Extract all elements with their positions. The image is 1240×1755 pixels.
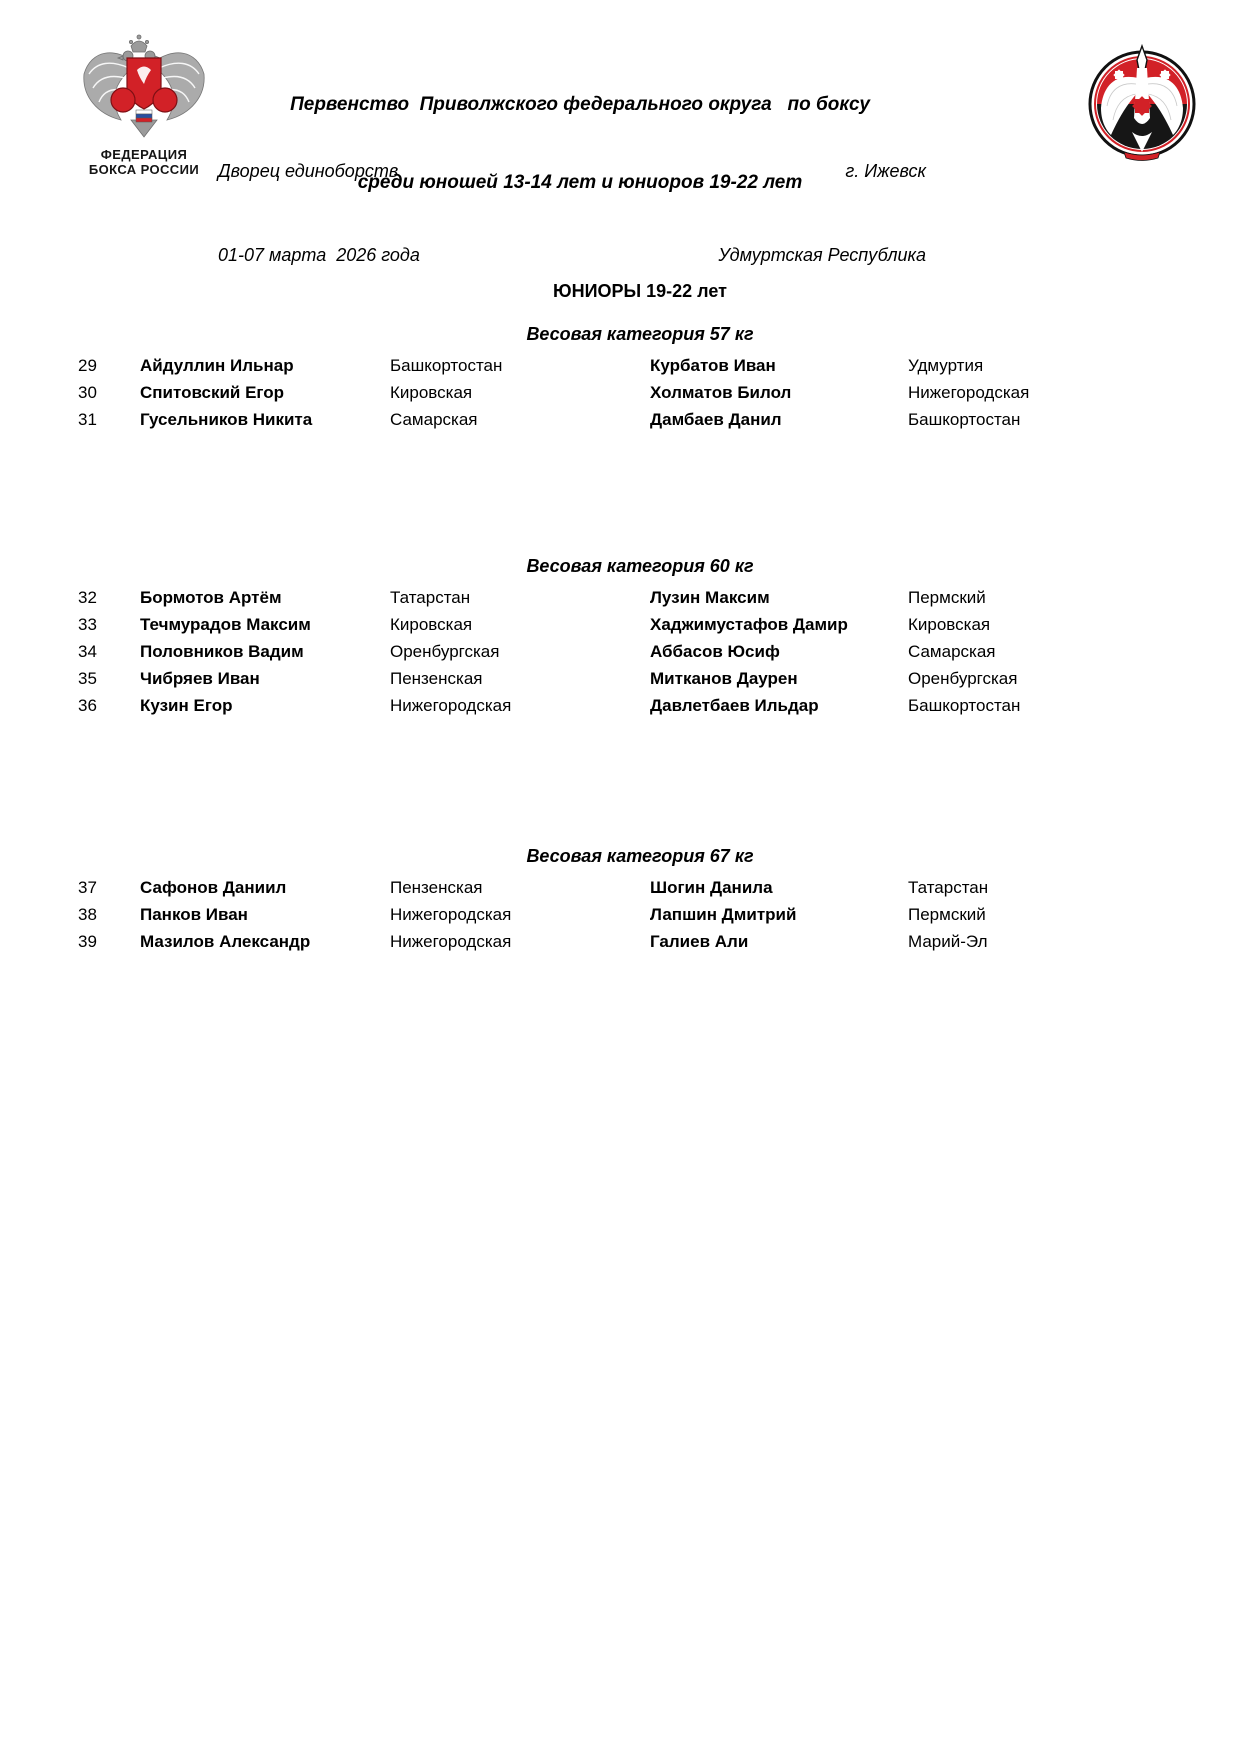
boxer-1-name: Бормотов Артём xyxy=(140,588,282,607)
boxer-2-region: Удмуртия xyxy=(908,356,984,375)
venue-name: Дворец единоборств xyxy=(218,161,399,181)
boxer-2-region: Марий-Эл xyxy=(908,932,988,951)
boxer-1-region: Оренбургская xyxy=(390,642,500,661)
section-57kg xyxy=(0,324,1240,433)
boxer-1-region: Самарская xyxy=(390,410,478,429)
boxer-2-region: Башкортостан xyxy=(908,696,1021,715)
pair-row xyxy=(0,406,1240,433)
bout-number: 39 xyxy=(78,932,97,951)
boxer-2-region: Кировская xyxy=(908,615,991,634)
pair-row xyxy=(0,901,1240,928)
pair-rows xyxy=(0,584,1240,719)
section-60kg xyxy=(0,556,1240,719)
boxer-2-region: Татарстан xyxy=(908,878,989,897)
boxer-1-region: Татарстан xyxy=(390,588,471,607)
boxer-2-name: Хаджимустафов Дамир xyxy=(650,615,848,634)
event-title-line-1: Первенство Приволжского федерального округа по боксу xyxy=(290,94,870,115)
udmurtia-coat-of-arms xyxy=(1086,40,1200,167)
pair-rows xyxy=(0,352,1240,433)
bout-number: 37 xyxy=(78,878,97,897)
pair-row xyxy=(0,611,1240,638)
boxer-2-name: Аббасов Юсиф xyxy=(650,642,780,661)
boxer-1-name: Кузин Егор xyxy=(140,696,233,715)
boxing-federation-caption xyxy=(76,147,212,177)
boxer-2-name: Шогин Данила xyxy=(650,878,773,897)
section-67kg xyxy=(0,846,1240,955)
bout-number: 34 xyxy=(78,642,97,661)
boxer-2-region: Самарская xyxy=(908,642,996,661)
bout-number: 30 xyxy=(78,383,97,402)
boxer-1-region: Кировская xyxy=(390,383,473,402)
bout-number: 33 xyxy=(78,615,97,634)
boxer-1-region: Башкортостан xyxy=(390,356,503,375)
pair-rows xyxy=(0,874,1240,955)
republic: Удмуртская Республика xyxy=(718,245,926,265)
caption-line-2: БОКСА РОССИИ xyxy=(88,162,200,177)
boxing-federation-eagle-icon xyxy=(79,34,209,140)
boxer-2-name: Дамбаев Данил xyxy=(650,410,782,429)
pair-row xyxy=(0,928,1240,955)
pair-row xyxy=(0,352,1240,379)
boxer-2-region: Башкортостан xyxy=(908,410,1021,429)
udmurtia-emblem-icon xyxy=(1086,40,1198,162)
pair-row xyxy=(0,874,1240,901)
boxer-2-name: Митканов Даурен xyxy=(650,669,798,688)
section-title: Весовая категория 60 кг xyxy=(526,556,754,576)
bout-number: 38 xyxy=(78,905,97,924)
boxer-2-name: Галиев Али xyxy=(650,932,749,951)
boxing-federation-logo xyxy=(76,34,212,177)
boxer-1-region: Нижегородская xyxy=(390,905,512,924)
section-title: Весовая категория 67 кг xyxy=(526,846,754,866)
boxer-2-name: Лузин Максим xyxy=(650,588,770,607)
boxer-1-region: Кировская xyxy=(390,615,473,634)
section-title: Весовая категория 57 кг xyxy=(526,324,754,344)
caption-line-1: ФЕДЕРАЦИЯ xyxy=(100,147,188,162)
city: г. Ижевск xyxy=(845,161,926,181)
boxer-2-name: Давлетбаев Ильдар xyxy=(650,696,819,715)
boxer-1-name: Мазилов Александр xyxy=(140,932,311,951)
boxer-1-name: Сафонов Даниил xyxy=(140,878,287,897)
boxer-2-region: Пермский xyxy=(908,905,986,924)
boxer-2-name: Холматов Билол xyxy=(650,383,792,402)
boxer-2-name: Курбатов Иван xyxy=(650,356,776,375)
boxer-2-region: Нижегородская xyxy=(908,383,1030,402)
boxer-1-name: Половников Вадим xyxy=(140,642,304,661)
pair-row xyxy=(0,638,1240,665)
boxer-1-region: Нижегородская xyxy=(390,696,512,715)
boxer-1-name: Гусельников Никита xyxy=(140,410,313,429)
event-title-line-2: среди юношей 13-14 лет и юниоров 19-22 лет xyxy=(357,172,803,193)
bout-number: 31 xyxy=(78,410,97,429)
boxer-1-name: Чибряев Иван xyxy=(140,669,260,688)
boxer-2-name: Лапшин Дмитрий xyxy=(650,905,797,924)
bout-number: 32 xyxy=(78,588,97,607)
boxer-1-name: Спитовский Егор xyxy=(140,383,285,402)
boxer-1-name: Панков Иван xyxy=(140,905,248,924)
bout-number: 35 xyxy=(78,669,97,688)
event-dates: 01-07 марта 2026 года xyxy=(218,245,420,265)
age-group-title: ЮНИОРЫ 19-22 лет xyxy=(553,281,727,301)
boxer-1-region: Пензенская xyxy=(390,669,483,688)
boxer-1-name: Течмурадов Максим xyxy=(140,615,311,634)
bout-number: 36 xyxy=(78,696,97,715)
boxer-1-region: Пензенская xyxy=(390,878,483,897)
bout-number: 29 xyxy=(78,356,97,375)
pair-row xyxy=(0,379,1240,406)
pair-row xyxy=(0,692,1240,719)
pair-row xyxy=(0,665,1240,692)
boxer-2-region: Пермский xyxy=(908,588,986,607)
boxer-2-region: Оренбургская xyxy=(908,669,1018,688)
boxer-1-region: Нижегородская xyxy=(390,932,512,951)
boxer-1-name: Айдуллин Ильнар xyxy=(140,356,294,375)
pair-row xyxy=(0,584,1240,611)
